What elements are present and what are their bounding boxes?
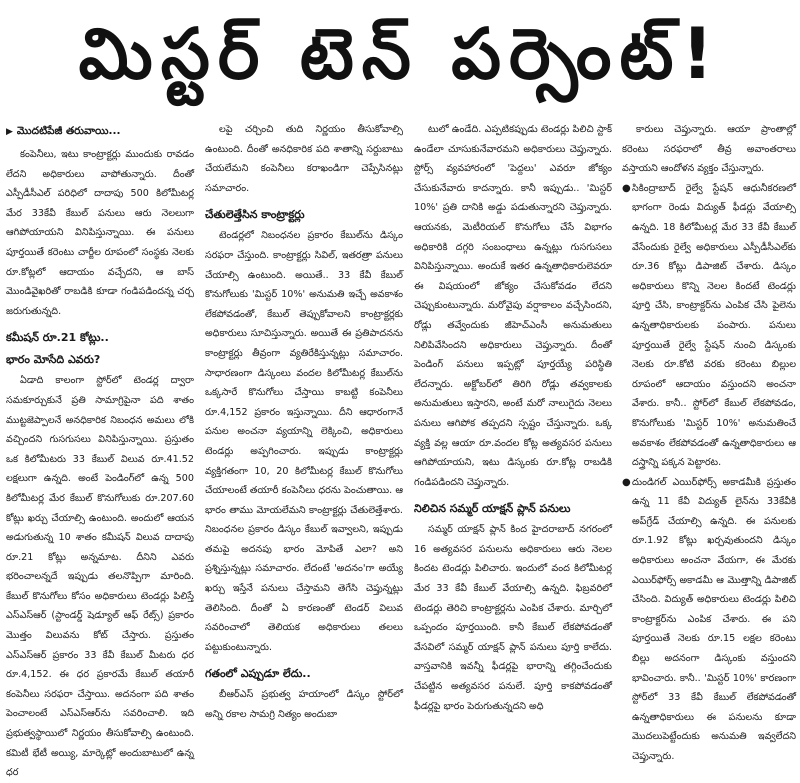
article-body [6, 120, 796, 779]
subheading: భారం మోసేది ఎవరు? [6, 353, 101, 367]
subheading: చేతులెత్తేసిన కాంట్రాక్టర్లు [205, 208, 305, 222]
headline: మిస్టర్ టెన్ పర్సెంట్! [78, 13, 722, 95]
paragraph: లపై చర్చించి తుది నిర్ణయం తీసుకోవాల్సి ఉంటుంది. దీంతో అనధికారిక పది శాతాన్ని సర్దుబాటు చేయలేమని కంపెనీలు కరాఖండిగా చెప్పేసినట్లు సమాచారం. [205, 124, 403, 194]
column-1 [6, 120, 194, 779]
subheading: గతంలో ఎప్పుడూ లేదు.. [205, 667, 311, 681]
bullet-text: దుండిగల్ ఎయిర్‌ఫోర్స్ అకాడమీకి ప్రస్తుతం ఉన్న 11 కేవీ విద్యుత్ లైన్‌ను 33కేవీకి అప్‌గ్రేడ్ చేయాల్సి ఉన్నది. ఈ పనులకు రూ.1.92 కోట్లు ఖర్చవుతుందని డిస్కం అధికారులు అంచనా వేయగా, ఈ మేరకు ఎయిర్‌ఫోర్స్ అకాడమీ ఆ మొత్తాన్ని డిపాజిట్ చేసింది. విద్యుత్ అధికారులు టెండర్లు పిలిచి కాంట్రాక్టర్‌ను ఎంపిక చేశారు. ఈ పని పూర్తయితే నెలకు రూ.15 లక్షల కరెంటు బిల్లు అదనంగా డిస్కంకు వస్తుందని భావించారు. కానీ.. 'మిస్టర్ 10%' కారణంగా స్టోర్‌లో 33 కేవీ కేబుల్ లేకపోవడంతో ఉన్నతాధికారులు ఈ పనులను కూడా మొదలుపెట్టేందుకు అనుమతి ఇవ్వలేదని చెప్తున్నారు. [632, 476, 796, 762]
kicker-text: మొదటిపేజీ తరువాయి... [16, 125, 121, 137]
paragraph: కంపెనీలు, ఇటు కాంట్రాక్టర్లు ముందుకు రావడం లేదని అధికారులు వాపోతున్నారు. దీంతో ఎస్పీడీసీఎల్ పరిధిలో దాదాపు 500 కిలోమీటర్ల మేర 33కేవీ కేబుల్ పనులు ఆరు నెలలుగా ఆగిపోయాయని వినిపిస్తున్నాయి. ఈ పనులు పూర్తయితే కరెంటు చార్జీల రూపంలో సంస్థకు నెలకు రూ.కోట్లలో ఆదాయం వచ్చేదని, ఆ బాస్ మొండివైఖరితో రాబడికి కూడా గండిపడిందన్న చర్చ జరుగుతున్నది. [6, 149, 194, 317]
triangle-bullet-icon: ▶ [6, 127, 13, 137]
subheading: కమీషన్ రూ.21 కోట్లు.. [6, 331, 109, 345]
bullet-paragraph [622, 179, 796, 473]
bullet-icon: ● [622, 182, 631, 194]
continued-from-front-page [6, 120, 194, 143]
bullet-text: సికింద్రాబాద్ రైల్వే స్టేషన్ ఆధునీకరణలో భాగంగా రెండు విద్యుత్ ఫీడర్లు వేయాల్సి ఉన్నది. 18 కిలోమీటర్ల మేర 33 కేవీ కేబుల్ వేసేందుకు రైల్వే అధికారులు ఎస్పీడీసీఎల్‌కు రూ.36 కోట్లు డిపాజిట్ చేశారు. డిస్కం అధికారులు కొన్ని నెలల కిందటే టెండర్లు పూర్తి చేసి, కాంట్రాక్టర్‌ను ఎంపిక చేసి పైలెను ఉన్నతాధికారులకు పంపారు. పనులు పూర్తయితే రైల్వే స్టేషన్ నుంచి డిస్కంకు నెలకు రూ.కోటి వరకు కరెంటు బిల్లుల రూపంలో ఆదాయం వస్తుందని అంచనా వేశారు. కానీ.. స్టోర్‌లో కేబుల్ లేకపోవడం, కొనుగోలుకు 'మిస్టర్ 10%' అనుమతించే అవకాశం లేకపోవడంతో ఉన్నతాధికారులు ఆ దస్త్రాన్ని పక్కన పెట్టారట. [632, 182, 796, 469]
bullet-paragraph [622, 473, 796, 767]
column-4 [622, 120, 796, 762]
subheading: నిలిచిన సమ్మర్ యాక్షన్ ప్లాన్ పనులు [414, 502, 571, 516]
paragraph: కారులు చెప్తున్నారు. ఆయా ప్రాంతాల్లో కరెంటు సరఫరాలో తీవ్ర అవాంతరాలు వస్తాయని ఆందోళన వ్యక్తం చేస్తున్నారు. [622, 124, 796, 175]
bullet-icon: ● [622, 476, 631, 488]
paragraph: బీఆర్ఎస్ ప్రభుత్వ హయాంలో డిస్కం స్టోర్‌లో అన్ని రకాల సామగ్రి నిత్యం అందుబా [205, 689, 403, 721]
paragraph: టులో ఉండేది. ఎప్పటికప్పుడు టెండర్లు పిలిచి స్టాక్ ఉండేలా చూసుకునేవారమని అధికారులు చెప్తున్నారు. స్టోర్స్ వ్యవహారంలో 'పెద్దలు' ఎవరూ జోక్యం చేసుకునేవారు కాదన్నారు. కానీ ఇప్పుడు.. 'మిస్టర్ 10%' ప్రతి దానికి అడ్డు పడుతున్నారని చెప్తున్నారు. ఆయనకు, మెటీరియల్ కొనుగోలు చేసే విభాగం అధికారికి దగ్గరి సంబంధాలు ఉన్నట్లు గుసగుసలు వినిపిస్తున్నాయి. అందుకే ఇతర ఉన్నతాధికారులెవరూ ఈ విషయంలో జోక్యం చేసుకోవడం లేదని చెప్పుకుంటున్నారు. మరోవైపు వర్షాకాలం వచ్చేసిందని, రోడ్లు తవ్వేందుకు జీహెచ్ఎంసీ అనుమతులు నిలిపివేసిందని అధికారులు చెప్తున్నారు. దీంతో పెండింగ్ పనులు ఇప్పట్లో పూర్తయ్యే పరిస్థితి లేదన్నారు. అక్టోబర్‌లో తిరిగి రోడ్లు తవ్వకాలకు అనుమతులు ఇస్తారని, అంటే మరో నాలుగైదు నెలలు పనులు ఆగిపోక తప్పదని స్పష్టం చేస్తున్నారు. ఒక్క వ్యక్తి వల్ల ఆయా రూ.వందల కోట్ల అత్యవసర పనులు ఆగిపోయాయని, ఇటు డిస్కంకు రూ.కోట్ల రాబడికి గండిపడిందని చెప్తున్నారు. [414, 124, 612, 488]
paragraph: సమ్మర్ యాక్షన్ ప్లాన్ కింద హైదరాబాద్ నగరంలో 16 అత్యవసర పనులను అధికారులు ఆరు నెలల కిందట టెండర్లు పిలిచారు. ఇందులో వంద కిలోమీటర్ల మేర 33 కేవీ కేబుల్ వేయాల్సి ఉన్నది. ఫిబ్రవరిలో టెండర్లు తెరిచి కాంట్రాక్టర్లను ఎంపిక చేశారు. మార్చిలో ఒప్పందం పూర్తయింది. కానీ కేబుల్ లేకపోవడంతో వేసవిలో సమ్మర్ యాక్షన్ ప్లాన్ పనులు పూర్తి కాలేదు. వాస్తవానికి ఇవన్నీ ఫీడర్లపై భారాన్ని తగ్గించేందుకు చేపట్టిన అత్యవసర పనులే. పూర్తి కాకపోవడంతో ఫీడర్లపై భారం పెరుగుతున్నదని అధి [414, 524, 612, 712]
column-2 [205, 120, 403, 721]
column-3 [414, 120, 612, 710]
paragraph: టెండర్లలో నిబంధనల ప్రకారం కేబుల్‌ను డిస్కం సరఫరా చేస్తుంది. కాంట్రాక్టర్లు సివిల్, ఇతరత్రా పనులు చేయాల్సి ఉంటుంది. అయితే.. 33 కేవీ కేబుల్ కొనుగోలుకు 'మిస్టర్ 10%' అనుమతి ఇచ్చే అవకాశం లేకపోవడంతో, కేబుల్ తెప్పుకోవాలని కాంట్రాక్టర్లకు అధికారులు సూచిస్తున్నారు. అయితే ఈ ప్రతిపాదనను కాంట్రాక్టర్లు తీవ్రంగా వ్యతిరేకిస్తున్నట్లు సమాచారం. సాధారణంగా డిస్కంలు వందల కిలోమీటర్ల కేబుల్‌ను ఒక్కసారే కొనుగోలు చేస్తాయి కాబట్టి కంపెనీలు రూ.4,152 ప్రకారం ఇస్తున్నాయి. దీని ఆధారంగానే పనుల అంచనా వ్యయాన్ని లెక్కించి, అధికారులు టెండర్లు అప్పగించారు. ఇప్పుడు కాంట్రాక్టర్లు వ్యక్తిగతంగా 10, 20 కిలోమీటర్ల కేబుల్ కొనుగోలు చేయాలంటే తయారీ కంపెనీలు ధరను పెంచుతాయి. ఆ భారం తాము మోయలేమని కాంట్రాక్టర్లు చేతులెత్తేశారు. నిబంధనల ప్రకారం డిస్కం కేబుల్ ఇవ్వాలని, ఇప్పుడు తమపై అదనపు భారం మోపితే ఎలా? అని ప్రశ్నిస్తున్నట్లు సమాచారం. లేదంటే 'అదనం'గా అయ్యే ఖర్చు ఇస్తేనే పనులు చేస్తామని తెగేసి చెప్తున్నట్లు తెలిసింది. దీంతో ఏ కారణంతో టెండర్ విలువ సవరించాలో తెలియక అధికారులు తలలు పట్టుకుంటున్నారు. [205, 230, 403, 653]
paragraph: ఏడాది కాలంగా స్టోర్‌లో టెండర్ల ద్వారా సమకూర్చుకునే ప్రతి సామాగ్రిపైనా పది శాతం ముట్టజెప్పాలనే అనధికారిక నిబంధన అమలు లోకి వచ్చిందని గుసగుసలు వినిపిస్తున్నాయి. ప్రస్తుతం ఒక కిలోమీటరు 33 కేబుల్ విలువ రూ.41.52 లక్షలుగా ఉన్నది. అంటే పెండింగ్‌లో ఉన్న 500 కిలోమీటర్ల మేర కేబుల్ కొనుగోలుకు రూ.207.60 కోట్లు ఖర్చు చేయాల్సి ఉంటుంది. అందులో ఆయన అడుగుతున్న 10 శాతం కమీషన్ విలువ దాదాపు రూ.21 కోట్లు అన్నమాట. దీనిని ఎవరు భరించాలన్నదే ఇప్పుడు తలనొప్పిగా మారింది. కేబుల్ కొనుగోలు కోసం అధికారులు టెండర్లు పిలిస్తే ఎస్ఎస్ఆర్ (స్టాండర్డ్ షెడ్యూల్ ఆఫ్ రేట్స్) ప్రకారం మొత్తం విలువను కోట్ చేస్తారు. ప్రస్తుతం ఎస్ఎస్ఆర్ ప్రకారం 33 కేవీ కేబుల్ మీటరు ధర రూ.4,152. ఈ ధర ప్రకారమే కేబుల్ తయారీ కంపెనీలు సరఫరా చేస్తాయి. అదనంగా పది శాతం పెంచాలంటే ఎస్ఎస్ఆర్‌ను సవరించాలి. ఇది ప్రభుత్వస్థాయిలో నిర్ణయం తీసుకోవాల్సి ఉంటుంది. కమిటీ భేటీ అయ్యి, మార్కెట్లో అందుబాటులో ఉన్న ధర [6, 375, 194, 779]
